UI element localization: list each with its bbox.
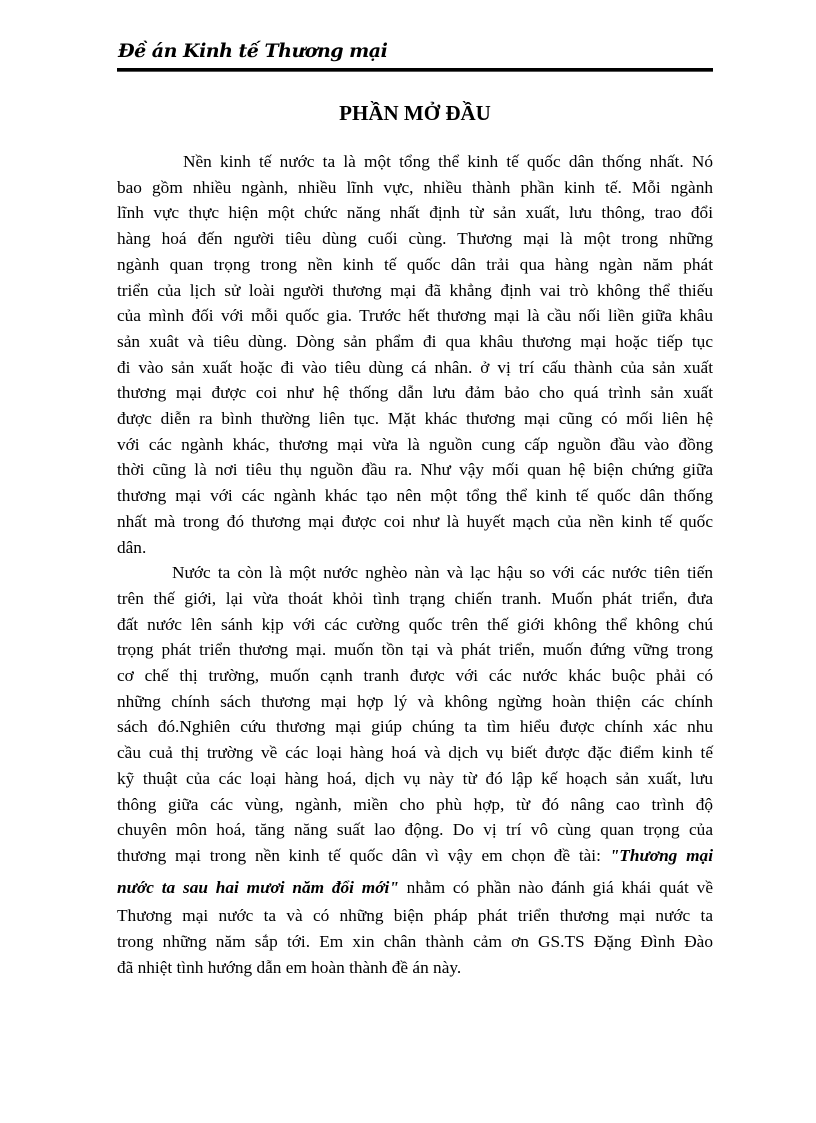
- text-segment: nhằm có phần nào đánh giá khái quát về: [398, 877, 713, 897]
- text-line: [117, 843, 713, 869]
- topic-title-part1: "Thương mại: [609, 845, 713, 865]
- paragraph-2: [117, 560, 713, 843]
- text-line: nhất mà trong đó thương mại được coi như là huyết mạch của nền kinh tế quốc: [117, 511, 713, 531]
- text-line: ngành quan trọng trong nền kinh tế quốc dân trải qua hàng ngàn năm phát: [117, 254, 713, 274]
- text-line: chuyên môn hoá, tăng năng suất lao động. Do vị trí vô cùng quan trọng của: [117, 820, 713, 840]
- document-body: [117, 149, 713, 981]
- header-rule: [117, 68, 713, 72]
- text-segment: thương mại trong nền kinh tế quốc dân vì vậy em chọn đề tài:: [117, 845, 610, 865]
- text-line: đất nước lên sánh kịp với các cường quốc trên thế giới không thể không chú: [117, 614, 713, 634]
- text-line: bao gồm nhiều ngành, nhiều lĩnh vực, nhiều thành phần kinh tế. Mỗi ngành: [117, 177, 713, 197]
- text-line: trọng phát triển thương mại. muốn tồn tại và phát triển, muốn đứng vững trong: [117, 640, 713, 660]
- topic-title-part2: nước ta sau hai mươi năm đổi mới": [117, 877, 399, 897]
- text-line: lĩnh vực thực hiện một chức năng nhất định từ sản xuất, lưu thông, trao đổi: [117, 203, 713, 223]
- text-line: đã nhiệt tình hướng dẫn em hoàn thành đề án này.: [117, 957, 462, 977]
- text-line: được diễn ra bình thường liên tục. Mặt khác thương mại cũng có mối liên hệ: [117, 409, 713, 429]
- text-line: của mình đối với mỗi quốc gia. Trước hết thương mại là cầu nối liền giữa khâu: [117, 306, 713, 326]
- text-line: hàng hoá đến người tiêu dùng cuối cùng. Thương mại là một trong những: [117, 229, 713, 249]
- text-line: cơ chế thị trường, muốn cạnh tranh được với các nước khác buộc phải có: [117, 666, 713, 686]
- text-line: kỹ thuật của các loại hàng hoá, dịch vụ này từ đó lập kế hoạch sản xuất, lưu: [117, 768, 713, 788]
- text-line: Thương mại nước ta và có những biện pháp phát triển thương mại nước ta: [117, 906, 713, 926]
- text-line: trong những năm sắp tới. Em xin chân thành cảm ơn GS.TS Đặng Đình Đào: [117, 932, 713, 952]
- paragraph-2-end: [117, 903, 713, 980]
- paragraph-1: [117, 149, 713, 560]
- text-line: thời cũng là nơi tiêu thụ nguồn đầu ra. Như vậy mối quan hệ biện chứng giữa: [117, 460, 713, 480]
- text-line: đi vào sản xuất hoặc đi vào tiêu dùng cá nhân. ở vị trí cấu thành của sản xuất: [117, 357, 713, 377]
- text-line: những chính sách thương mại hợp lý và không ngừng hoàn thiện các chính: [117, 691, 713, 711]
- text-line: triển của lịch sử loài người thương mại đã khẳng định vai trò không thể thiếu: [117, 280, 713, 300]
- text-line: với các ngành khác, thương mại vừa là nguồn cung cấp nguồn đầu vào đồng: [117, 434, 713, 454]
- text-line: trên thế giới, lại vừa thoát khỏi tình trạng chiến tranh. Muốn phát triển, đưa: [117, 588, 713, 608]
- text-line: thông giữa các vùng, ngành, miền cho phù hợp, từ đó nâng cao trình độ: [117, 794, 713, 814]
- running-header: Đề án Kinh tế Thương mại: [118, 40, 388, 62]
- text-line: thương mại được coi như hệ thống dẫn lưu đảm bảo cho quá trình sản xuất: [117, 383, 713, 403]
- page-title: PHẦN MỞ ĐẦU: [339, 101, 491, 125]
- text-line: Nước ta còn là một nước nghèo nàn và lạc hậu so với các nước tiên tiến: [172, 563, 713, 583]
- text-line: sản xuât và tiêu dùng. Dòng sản phẩm đi qua khâu thương mại hoặc tiếp tục: [117, 331, 713, 351]
- text-line: cầu cuả thị trường về các loại hàng hoá và dịch vụ biết được đặc điểm kinh tế: [117, 743, 713, 763]
- text-line: thương mại với các ngành khác tạo nên một tổng thể kinh tế quốc dân thống: [117, 486, 713, 506]
- text-line: [117, 875, 713, 901]
- text-line: dân.: [117, 537, 147, 557]
- text-line: Nền kinh tế nước ta là một tổng thể kinh tế quốc dân thống nhất. Nó: [183, 152, 713, 171]
- text-line: sách đó.Nghiên cứu thương mại giúp chúng ta tìm hiểu được chính xác nhu: [117, 717, 713, 737]
